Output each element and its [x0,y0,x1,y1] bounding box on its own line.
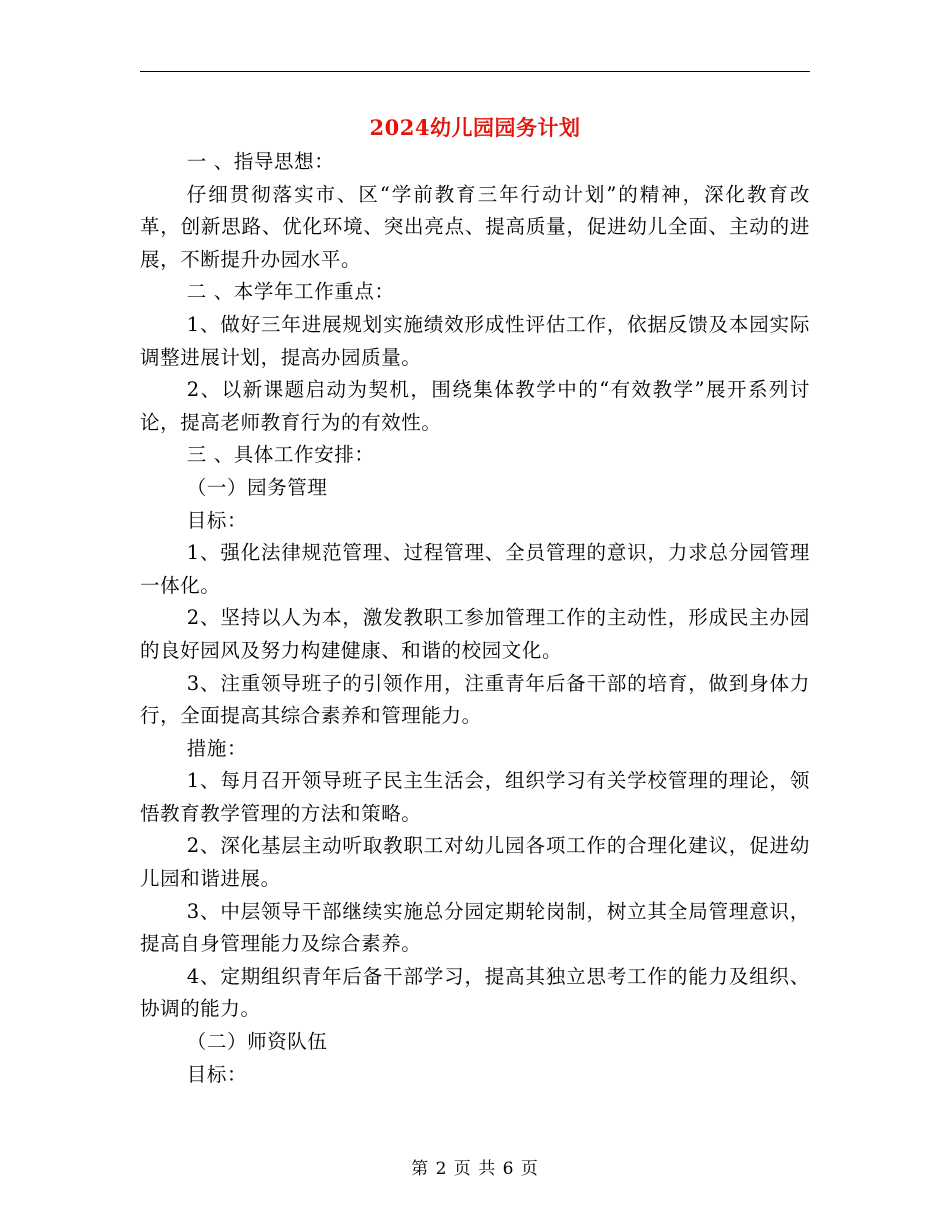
subsection-heading-teachers: （二）师资队伍 [186,1030,328,1054]
label-goals: 目标： [186,508,248,532]
section-heading-guiding-thought: 一 、指导思想： [186,150,335,173]
subsection-heading-management: （一）园务管理 [186,475,328,499]
paragraph-measure-2: 2、深化基层主动听取教职工对幼儿园各项工作的合理化建议，促进幼儿园和谐进展。 [140,834,810,891]
label-goals-2: 目标： [186,1062,248,1086]
header-rule [140,71,810,72]
label-measures: 措施： [186,736,248,760]
document-body [140,146,810,1091]
paragraph-measure-1: 1、每月召开领导班子民主生活会，组织学习有关学校管理的理论，领悟教育教学管理的方法和策略。 [140,769,810,825]
paragraph-goal-1: 1、强化法律规范管理、过程管理、全员管理的意识，力求总分园管理一体化。 [140,541,810,597]
paragraph-measure-4: 4、定期组织青年后备干部学习，提高其独立思考工作的能力及组织、协调的能力。 [140,964,810,1021]
section-heading-arrangement: 三 、具体工作安排： [186,443,375,467]
paragraph-goal-3: 3、注重领导班子的引领作用，注重青年后备干部的培育，做到身体力行，全面提高其综合素养和管理能力。 [140,671,810,728]
page-number: 第 2 页 共 6 页 [411,1159,539,1179]
paragraph-guiding-thought: 仔细贯彻落实市、区“学前教育三年行动计划”的精神，深化教育改革，创新思路、优化环境、突出亮点、提高质量，促进幼儿全面、主动的进展，不断提升办园水平。 [140,182,810,271]
paragraph-goal-2: 2、坚持以人为本，激发教职工参加管理工作的主动性，形成民主办园的良好园风及努力构建健康、和谐的校园文化。 [140,606,810,662]
paragraph-measure-3: 3、中层领导干部继续实施总分园定期轮岗制，树立其全局管理意识，提高自身管理能力及综合素养。 [140,899,810,956]
document-title: 2024幼儿园园务计划 [369,115,581,140]
section-heading-key-work: 二 、本学年工作重点： [186,280,395,304]
paragraph-key-work-1: 1、做好三年进展规划实施绩效形成性评估工作，依据反馈及本园实际调整进展计划，提高办园质量。 [140,312,810,369]
paragraph-key-work-2: 2、以新课题启动为契机，围绕集体教学中的“有效教学”展开系列讨论，提高老师教育行为的有效性。 [140,378,810,434]
